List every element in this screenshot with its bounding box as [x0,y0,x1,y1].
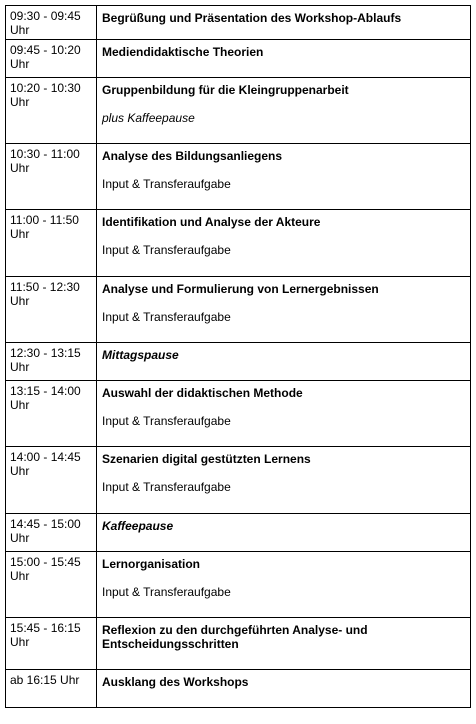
activity-title: Analyse des Bildungsanliegens [102,149,283,163]
activity-note: Input & Transferaufgabe [102,585,231,599]
time-cell [6,40,97,78]
time-cell [6,514,97,552]
table-row [6,447,471,514]
time-label: 14:00 - 14:45 Uhr [10,450,81,478]
time-label: 14:45 - 15:00 Uhr [10,517,81,545]
time-cell [6,144,97,210]
time-cell [6,78,97,144]
time-label: ab 16:15 Uhr [10,673,80,687]
time-label: 11:50 - 12:30 Uhr [10,280,80,308]
activity-title: Reflexion zu den durchgeführten Analyse- und Entscheidungsschritten [102,623,368,651]
time-label: 09:45 - 10:20 Uhr [10,43,81,71]
table-row [6,618,471,670]
time-label: 15:00 - 15:45 Uhr [10,555,81,583]
activity-cell [97,618,471,670]
activity-cell [97,552,471,618]
activity-cell [97,447,471,514]
time-cell [6,670,97,708]
activity-cell [97,381,471,447]
table-row [6,670,471,708]
activity-note: Input & Transferaufgabe [102,480,231,494]
activity-note: Input & Transferaufgabe [102,177,231,191]
activity-title: Identifikation und Analyse der Akteure [102,215,321,229]
time-label: 09:30 - 09:45 Uhr [10,9,81,37]
table-row [6,552,471,618]
activity-cell [97,514,471,552]
time-cell [6,210,97,277]
activity-note: Input & Transferaufgabe [102,243,231,257]
activity-note: Input & Transferaufgabe [102,310,231,324]
activity-title: Gruppenbildung für die Kleingruppenarbeit [102,83,349,97]
activity-cell [97,277,471,343]
table-row [6,144,471,210]
time-label: 10:20 - 10:30 Uhr [10,81,81,109]
time-label: 10:30 - 11:00 Uhr [10,147,80,175]
time-label: 13:15 - 14:00 Uhr [10,384,81,412]
activity-cell [97,144,471,210]
table-row [6,514,471,552]
activity-cell [97,40,471,78]
schedule-table [5,5,471,708]
activity-title: Begrüßung und Präsentation des Workshop-Ablaufs [102,11,402,25]
activity-cell [97,78,471,144]
activity-cell [97,343,471,381]
activity-title: Ausklang des Workshops [102,675,249,689]
activity-title: Auswahl der didaktischen Methode [102,386,303,400]
activity-title: Kaffeepause [102,519,174,533]
activity-cell [97,670,471,708]
table-row [6,277,471,343]
activity-cell [97,210,471,277]
activity-title: Mediendidaktische Theorien [102,45,264,59]
time-cell [6,618,97,670]
table-row [6,6,471,40]
activity-title: Szenarien digital gestützten Lernens [102,452,311,466]
time-cell [6,552,97,618]
time-label: 15:45 - 16:15 Uhr [10,621,81,649]
time-cell [6,6,97,40]
table-row [6,343,471,381]
time-cell [6,447,97,514]
activity-note: Input & Transferaufgabe [102,414,231,428]
time-label: 11:00 - 11:50 Uhr [10,213,79,241]
time-cell [6,343,97,381]
activity-title: Lernorganisation [102,557,201,571]
time-cell [6,381,97,447]
activity-note: plus Kaffeepause [102,111,195,125]
table-row [6,210,471,277]
table-row [6,381,471,447]
table-row [6,78,471,144]
activity-cell [97,6,471,40]
activity-title: Mittagspause [102,348,179,362]
time-cell [6,277,97,343]
table-row [6,40,471,78]
activity-title: Analyse und Formulierung von Lernergebnissen [102,282,379,296]
time-label: 12:30 - 13:15 Uhr [10,346,81,374]
